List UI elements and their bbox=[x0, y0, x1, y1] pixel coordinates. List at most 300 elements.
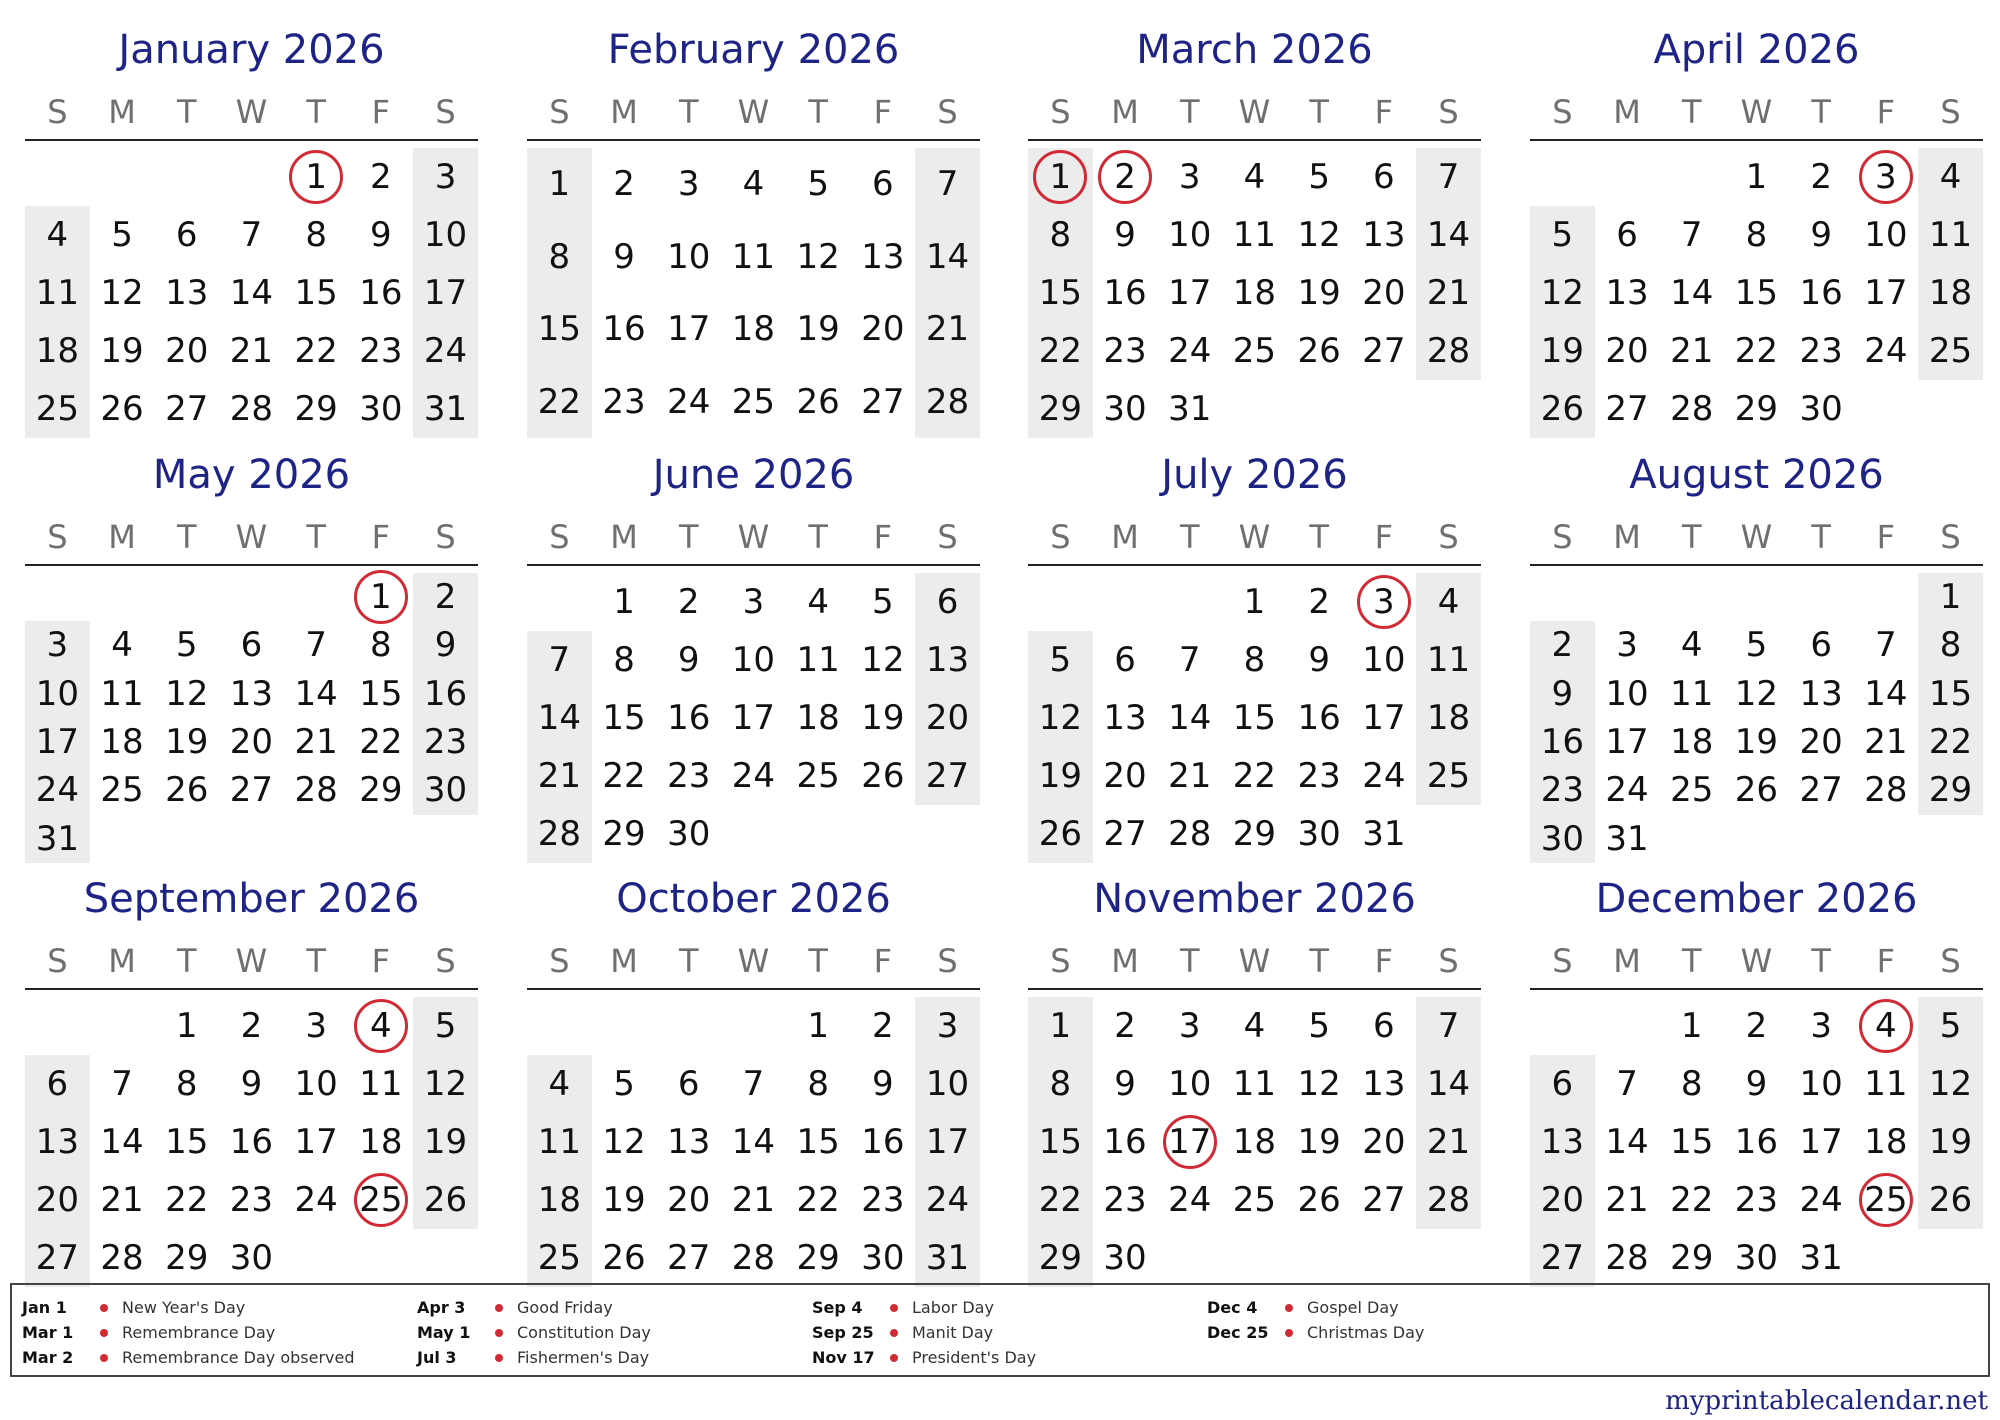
calendar-day bbox=[1287, 689, 1352, 747]
day-number: 12 bbox=[1038, 698, 1082, 738]
calendar-day bbox=[25, 1229, 90, 1287]
calendar-day bbox=[25, 766, 90, 814]
legend-holiday-name: Remembrance Day observed bbox=[122, 1348, 355, 1367]
day-number: 24 bbox=[35, 770, 79, 811]
month-12 bbox=[1530, 867, 1983, 1291]
calendar-day bbox=[1352, 1113, 1417, 1171]
weekday-label: S bbox=[1940, 93, 1961, 131]
month-title: April 2026 bbox=[1653, 27, 1860, 73]
calendar-day bbox=[1416, 573, 1481, 631]
day-number: 20 bbox=[1799, 722, 1843, 762]
day-number: 6 bbox=[936, 582, 959, 622]
calendar-day bbox=[1595, 815, 1660, 863]
calendar-day bbox=[1416, 148, 1481, 206]
day-number: 20 bbox=[35, 1180, 79, 1220]
day-number: 31 bbox=[1168, 389, 1212, 429]
day-number: 26 bbox=[423, 1180, 468, 1220]
day-number: 5 bbox=[111, 215, 133, 255]
weekday-label: M bbox=[108, 518, 136, 556]
calendar-day bbox=[413, 997, 478, 1055]
calendar-day bbox=[1659, 621, 1724, 669]
day-number: 26 bbox=[602, 1238, 646, 1278]
day-number: 4 bbox=[111, 625, 133, 666]
weekday-label: T bbox=[1681, 93, 1702, 131]
calendar-day bbox=[592, 148, 657, 221]
calendar-day bbox=[1352, 805, 1417, 863]
calendar-day bbox=[1352, 322, 1417, 380]
calendar-day bbox=[90, 621, 155, 669]
weekday-label: S bbox=[1438, 93, 1459, 131]
calendar-day bbox=[1854, 766, 1919, 814]
day-number: 1 bbox=[1243, 582, 1266, 622]
weekday-header bbox=[1530, 515, 1983, 559]
day-number: 27 bbox=[229, 770, 274, 811]
holiday-day bbox=[1352, 573, 1417, 631]
calendar-day bbox=[786, 1055, 851, 1113]
calendar-day bbox=[915, 747, 980, 805]
day-number: 2 bbox=[872, 1006, 894, 1046]
day-number: 25 bbox=[35, 389, 79, 429]
day-number: 14 bbox=[294, 673, 338, 714]
day-number: 1 bbox=[370, 577, 392, 617]
day-number: 23 bbox=[1799, 331, 1843, 371]
bullet-dot-icon bbox=[100, 1354, 108, 1362]
calendar-day bbox=[1416, 997, 1481, 1055]
day-number: 3 bbox=[46, 625, 69, 666]
calendar-day bbox=[527, 293, 592, 366]
day-number: 14 bbox=[1426, 1064, 1471, 1104]
calendar-day bbox=[721, 148, 786, 221]
calendar-day bbox=[1854, 1113, 1919, 1171]
day-number: 3 bbox=[434, 157, 457, 197]
calendar-day bbox=[1789, 670, 1854, 718]
day-number: 25 bbox=[1864, 1180, 1908, 1220]
day-number: 14 bbox=[537, 698, 581, 738]
day-number: 8 bbox=[1049, 1064, 1072, 1104]
legend-holiday-name: Gospel Day bbox=[1307, 1298, 1399, 1317]
calendar-day bbox=[1093, 747, 1158, 805]
day-number: 5 bbox=[807, 164, 829, 204]
calendar-day bbox=[25, 206, 90, 264]
calendar-day bbox=[1416, 206, 1481, 264]
day-number: 23 bbox=[1540, 770, 1584, 811]
day-number: 6 bbox=[46, 1064, 69, 1104]
calendar-day bbox=[656, 1113, 721, 1171]
calendar-day bbox=[154, 766, 219, 814]
day-number: 16 bbox=[1540, 722, 1584, 762]
calendar-day bbox=[1028, 805, 1093, 863]
day-number: 18 bbox=[1670, 722, 1714, 762]
bullet-dot-icon bbox=[890, 1329, 898, 1337]
calendar-day bbox=[1789, 264, 1854, 322]
calendar-day bbox=[1028, 1113, 1093, 1171]
day-number: 29 bbox=[294, 389, 338, 429]
weekday-label: W bbox=[235, 93, 268, 131]
calendar-day bbox=[1724, 766, 1789, 814]
calendar-day bbox=[1918, 322, 1983, 380]
calendar-day bbox=[786, 689, 851, 747]
calendar-day bbox=[1157, 206, 1222, 264]
weekday-label: F bbox=[1374, 93, 1394, 131]
day-number: 14 bbox=[100, 1122, 144, 1162]
calendar-day bbox=[786, 997, 851, 1055]
calendar-day bbox=[527, 148, 592, 221]
legend-holiday-name: President's Day bbox=[912, 1348, 1037, 1367]
calendar-day bbox=[1352, 206, 1417, 264]
day-number: 30 bbox=[423, 770, 468, 811]
weekday-label: S bbox=[47, 518, 68, 556]
calendar-day bbox=[1222, 689, 1287, 747]
calendar-day bbox=[721, 1229, 786, 1287]
weekday-label: F bbox=[1876, 942, 1896, 980]
day-number: 7 bbox=[1616, 1064, 1638, 1104]
day-number: 4 bbox=[548, 1064, 571, 1104]
calendar-day bbox=[1416, 747, 1481, 805]
day-number: 1 bbox=[807, 1006, 829, 1046]
day-number: 17 bbox=[731, 698, 776, 738]
day-number: 21 bbox=[1426, 1122, 1471, 1162]
day-number: 25 bbox=[731, 381, 776, 422]
calendar-day bbox=[1352, 689, 1417, 747]
calendar-day bbox=[349, 264, 414, 322]
calendar-day bbox=[1595, 380, 1660, 438]
calendar-day bbox=[1287, 322, 1352, 380]
legend-date: Dec 25 bbox=[1207, 1323, 1269, 1342]
calendar-day bbox=[1416, 1171, 1481, 1229]
day-number: 2 bbox=[434, 577, 457, 617]
calendar-day bbox=[1352, 1055, 1417, 1113]
calendar-day bbox=[1659, 718, 1724, 766]
calendar-day bbox=[721, 631, 786, 689]
day-number: 17 bbox=[925, 1122, 970, 1162]
day-number: 24 bbox=[423, 331, 468, 371]
weekday-label: T bbox=[678, 942, 699, 980]
day-number: 9 bbox=[240, 1064, 263, 1104]
day-number: 17 bbox=[1864, 273, 1908, 313]
day-number: 9 bbox=[434, 625, 457, 666]
weekday-header bbox=[1530, 90, 1983, 134]
day-number: 12 bbox=[1297, 215, 1341, 255]
day-number: 26 bbox=[1038, 814, 1082, 854]
holiday-day bbox=[1854, 997, 1919, 1055]
day-number: 20 bbox=[1362, 273, 1406, 313]
day-number: 31 bbox=[925, 1238, 970, 1278]
day-number: 24 bbox=[1864, 331, 1908, 371]
calendar-day bbox=[1157, 380, 1222, 438]
calendar-day bbox=[1222, 631, 1287, 689]
day-number: 31 bbox=[1799, 1238, 1843, 1278]
calendar-day bbox=[1724, 1171, 1789, 1229]
calendar-day bbox=[1028, 997, 1093, 1055]
weekday-header bbox=[25, 90, 478, 134]
day-number: 18 bbox=[796, 698, 840, 738]
weekday-header bbox=[527, 515, 980, 559]
calendar-day bbox=[413, 573, 478, 621]
calendar-day bbox=[25, 264, 90, 322]
calendar-day bbox=[1724, 997, 1789, 1055]
day-number: 30 bbox=[359, 389, 403, 429]
day-number: 3 bbox=[677, 164, 700, 204]
day-number: 20 bbox=[165, 331, 209, 371]
calendar-day bbox=[915, 221, 980, 294]
calendar-day bbox=[413, 148, 478, 206]
calendar-day bbox=[527, 689, 592, 747]
day-number: 5 bbox=[1551, 215, 1574, 255]
weekday-label: S bbox=[435, 518, 456, 556]
day-number: 27 bbox=[1362, 331, 1406, 371]
calendar-day bbox=[851, 1055, 916, 1113]
day-number: 6 bbox=[1373, 1006, 1395, 1046]
legend-date: Dec 4 bbox=[1207, 1298, 1258, 1317]
day-number: 30 bbox=[667, 814, 711, 854]
calendar-day bbox=[154, 1229, 219, 1287]
day-number: 14 bbox=[731, 1122, 776, 1162]
day-number: 22 bbox=[602, 756, 646, 796]
day-number: 29 bbox=[1734, 389, 1779, 429]
day-number: 22 bbox=[796, 1180, 840, 1220]
calendar-day bbox=[527, 805, 592, 863]
calendar-day bbox=[1157, 1171, 1222, 1229]
calendar-day bbox=[592, 1229, 657, 1287]
calendar-day bbox=[284, 670, 349, 718]
calendar-day bbox=[1595, 670, 1660, 718]
bullet-dot-icon bbox=[1285, 1329, 1293, 1337]
calendar-day bbox=[413, 264, 478, 322]
calendar-day bbox=[1918, 206, 1983, 264]
weekday-label: W bbox=[1740, 93, 1773, 131]
legend-holiday-name: Fishermen's Day bbox=[517, 1348, 650, 1367]
calendar-day bbox=[1530, 380, 1595, 438]
day-number: 5 bbox=[1745, 625, 1768, 666]
calendar-day bbox=[154, 621, 219, 669]
weekday-label: T bbox=[176, 518, 197, 556]
weekday-label: W bbox=[1238, 93, 1271, 131]
day-number: 28 bbox=[229, 389, 274, 429]
day-number: 21 bbox=[100, 1180, 144, 1220]
calendar-day bbox=[1918, 670, 1983, 718]
day-number: 21 bbox=[1168, 756, 1212, 796]
day-number: 4 bbox=[1437, 582, 1460, 622]
calendar-day bbox=[851, 747, 916, 805]
calendar-day bbox=[154, 1113, 219, 1171]
header-rule bbox=[25, 139, 478, 141]
day-number: 1 bbox=[1049, 157, 1072, 197]
calendar-day bbox=[349, 1055, 414, 1113]
calendar-day bbox=[1789, 766, 1854, 814]
day-number: 24 bbox=[667, 381, 711, 422]
calendar-day bbox=[1157, 689, 1222, 747]
day-number: 15 bbox=[1038, 1122, 1082, 1162]
legend-date: May 1 bbox=[417, 1323, 471, 1342]
calendar-day bbox=[786, 148, 851, 221]
day-number: 21 bbox=[294, 722, 338, 762]
day-number: 22 bbox=[537, 381, 581, 422]
calendar-day bbox=[25, 380, 90, 438]
day-number: 7 bbox=[742, 1064, 765, 1104]
day-number: 20 bbox=[1362, 1122, 1406, 1162]
day-number: 26 bbox=[1734, 770, 1779, 811]
calendar-day bbox=[413, 621, 478, 669]
calendar-day bbox=[90, 718, 155, 766]
holiday-day bbox=[349, 1171, 414, 1229]
weekday-header bbox=[25, 515, 478, 559]
calendar-day bbox=[413, 670, 478, 718]
day-number: 2 bbox=[1745, 1006, 1768, 1046]
calendar-day bbox=[1659, 1229, 1724, 1287]
day-number: 14 bbox=[925, 236, 970, 277]
day-number: 23 bbox=[1297, 756, 1341, 796]
weekday-label: W bbox=[1238, 942, 1271, 980]
day-number: 27 bbox=[1362, 1180, 1406, 1220]
day-number: 8 bbox=[370, 625, 392, 666]
calendar-day bbox=[284, 766, 349, 814]
holiday-day bbox=[1093, 148, 1158, 206]
weekday-label: T bbox=[176, 93, 197, 131]
day-number: 8 bbox=[1745, 215, 1768, 255]
calendar-day bbox=[527, 1055, 592, 1113]
calendar-day bbox=[1724, 718, 1789, 766]
day-number: 19 bbox=[1734, 722, 1779, 762]
day-number: 10 bbox=[1168, 1064, 1212, 1104]
calendar-day bbox=[1595, 1171, 1660, 1229]
weekday-label: M bbox=[1613, 942, 1641, 980]
day-number: 12 bbox=[1734, 673, 1779, 714]
day-number: 23 bbox=[1734, 1180, 1779, 1220]
day-number: 1 bbox=[175, 1006, 198, 1046]
day-number: 8 bbox=[807, 1064, 829, 1104]
day-number: 6 bbox=[1373, 157, 1395, 197]
day-number: 13 bbox=[1362, 1064, 1406, 1104]
day-number: 7 bbox=[1680, 215, 1703, 255]
header-rule bbox=[25, 988, 478, 990]
calendar-day bbox=[219, 670, 284, 718]
weekday-label: S bbox=[47, 942, 68, 980]
holiday-day bbox=[1854, 148, 1919, 206]
day-number: 12 bbox=[796, 236, 840, 277]
calendar-day bbox=[915, 689, 980, 747]
calendar-day bbox=[1724, 1229, 1789, 1287]
month-2 bbox=[527, 18, 980, 442]
day-number: 14 bbox=[1670, 273, 1714, 313]
calendar-day bbox=[1157, 1055, 1222, 1113]
day-number: 24 bbox=[731, 756, 776, 796]
calendar-day bbox=[1530, 1229, 1595, 1287]
day-number: 11 bbox=[1928, 215, 1973, 255]
weekday-label: T bbox=[678, 93, 699, 131]
day-number: 16 bbox=[1799, 273, 1843, 313]
calendar-day bbox=[1222, 264, 1287, 322]
day-number: 5 bbox=[1308, 1006, 1330, 1046]
calendar-day bbox=[1854, 718, 1919, 766]
day-number: 14 bbox=[229, 273, 274, 313]
day-number: 15 bbox=[796, 1122, 840, 1162]
day-number: 18 bbox=[1232, 1122, 1277, 1162]
bullet-dot-icon bbox=[890, 1304, 898, 1312]
day-number: 10 bbox=[1168, 215, 1212, 255]
calendar-day bbox=[25, 718, 90, 766]
day-number: 9 bbox=[1551, 673, 1574, 714]
day-number: 15 bbox=[1038, 273, 1082, 313]
weekday-label: M bbox=[1613, 93, 1641, 131]
calendar-day bbox=[1287, 148, 1352, 206]
day-number: 27 bbox=[861, 381, 905, 422]
day-number: 12 bbox=[861, 640, 905, 680]
weekday-label: S bbox=[435, 942, 456, 980]
calendar-day bbox=[656, 148, 721, 221]
day-number: 20 bbox=[229, 722, 274, 762]
day-number: 19 bbox=[1297, 273, 1341, 313]
calendar-day bbox=[851, 573, 916, 631]
calendar-day bbox=[656, 293, 721, 366]
day-number: 15 bbox=[1232, 698, 1277, 738]
calendar-day bbox=[1287, 1113, 1352, 1171]
calendar-day bbox=[1157, 264, 1222, 322]
day-number: 8 bbox=[1939, 625, 1962, 666]
calendar-day bbox=[284, 322, 349, 380]
calendar-day bbox=[1724, 148, 1789, 206]
calendar-day bbox=[851, 366, 916, 439]
day-number: 18 bbox=[359, 1122, 403, 1162]
calendar-day bbox=[656, 1055, 721, 1113]
month-3 bbox=[1028, 18, 1481, 442]
weekday-header bbox=[1028, 90, 1481, 134]
day-number: 30 bbox=[861, 1238, 905, 1278]
day-number: 18 bbox=[1426, 698, 1471, 738]
legend-holiday-name: Good Friday bbox=[517, 1298, 613, 1317]
weekday-label: S bbox=[937, 942, 958, 980]
calendar-day bbox=[1918, 573, 1983, 621]
day-number: 1 bbox=[305, 157, 327, 197]
calendar-day bbox=[284, 621, 349, 669]
day-number: 16 bbox=[423, 673, 468, 714]
weekday-label: T bbox=[1681, 518, 1702, 556]
calendar-day bbox=[284, 264, 349, 322]
weekday-label: M bbox=[610, 942, 638, 980]
day-number: 18 bbox=[100, 722, 144, 762]
weekday-header bbox=[527, 939, 980, 983]
calendar-day bbox=[1287, 1055, 1352, 1113]
day-number: 26 bbox=[796, 381, 840, 422]
calendar-day bbox=[1287, 1171, 1352, 1229]
day-number: 28 bbox=[1426, 1180, 1471, 1220]
day-number: 3 bbox=[1875, 157, 1897, 197]
calendar-day bbox=[1352, 631, 1417, 689]
day-number: 24 bbox=[1605, 770, 1649, 811]
calendar-day bbox=[284, 718, 349, 766]
day-number: 1 bbox=[1049, 1006, 1072, 1046]
calendar-day bbox=[1093, 1229, 1158, 1287]
calendar-day bbox=[1659, 322, 1724, 380]
calendar-day bbox=[219, 264, 284, 322]
day-number: 8 bbox=[548, 236, 571, 277]
calendar-day bbox=[1222, 1171, 1287, 1229]
calendar-day bbox=[851, 148, 916, 221]
day-number: 15 bbox=[1670, 1122, 1714, 1162]
calendar-day bbox=[25, 815, 90, 863]
calendar-day bbox=[786, 1229, 851, 1287]
day-number: 16 bbox=[229, 1122, 274, 1162]
bullet-dot-icon bbox=[1285, 1304, 1293, 1312]
day-number: 18 bbox=[1232, 273, 1277, 313]
day-number: 6 bbox=[677, 1064, 700, 1104]
calendar-day bbox=[1287, 206, 1352, 264]
weekday-label: M bbox=[610, 518, 638, 556]
calendar-day bbox=[527, 1229, 592, 1287]
day-number: 21 bbox=[229, 331, 274, 371]
day-number: 28 bbox=[294, 770, 338, 811]
calendar-day bbox=[1530, 1113, 1595, 1171]
calendar-day bbox=[1287, 997, 1352, 1055]
